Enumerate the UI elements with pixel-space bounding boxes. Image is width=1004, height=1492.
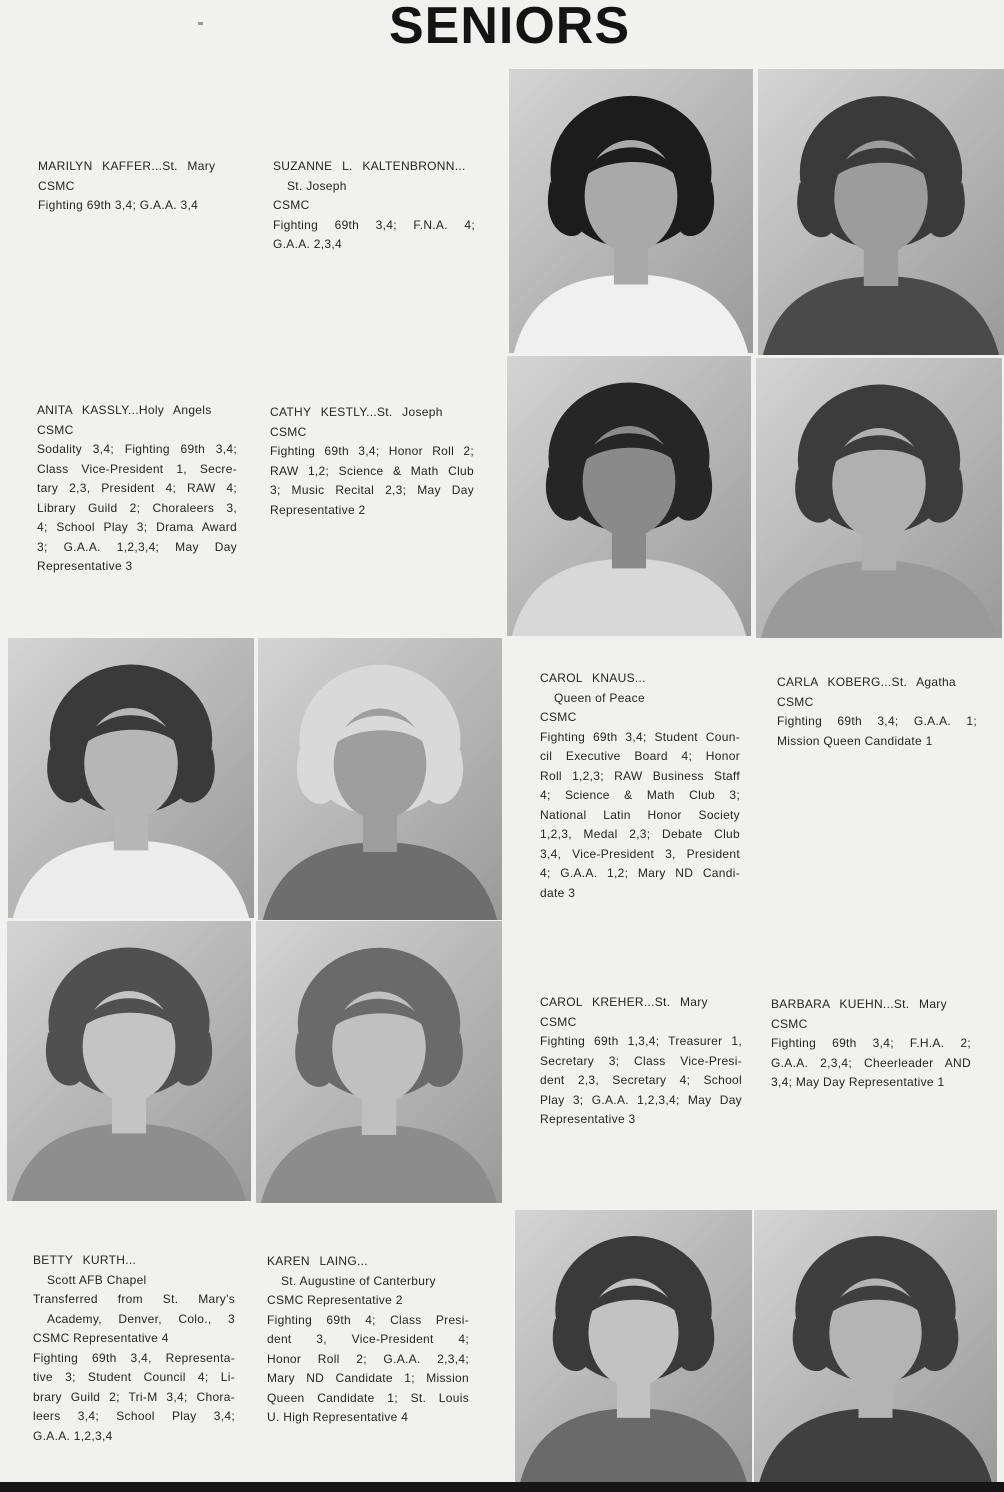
- senior-name: BARBARA KUEHN...St. Mary: [771, 997, 947, 1011]
- senior-name: SUZANNE L. KALTENBRONN...: [273, 159, 466, 173]
- senior-bio-line: date 3: [540, 885, 576, 900]
- portrait-photo-carol-knaus: [8, 638, 254, 918]
- senior-bio-line: Representative 3: [540, 1112, 636, 1126]
- senior-parish: Queen of Peace: [554, 690, 645, 705]
- senior-bio-anita-kassly: [37, 401, 237, 577]
- senior-bio-line: G.A.A. 2,3,4: [273, 237, 342, 251]
- portrait-icon: [507, 356, 751, 636]
- portrait-icon: [758, 69, 1004, 355]
- senior-bio-line: Class Vice-President 1, Secre-: [37, 461, 237, 476]
- senior-name: CAROL KREHER...St. Mary: [540, 995, 708, 1009]
- senior-bio-line: leers 3,4; School Play 3,4;: [33, 1409, 235, 1423]
- senior-bio-carol-kreher: [540, 993, 742, 1130]
- senior-bio-line: CSMC: [273, 198, 310, 212]
- senior-name: KAREN LAING...: [267, 1254, 368, 1268]
- senior-bio-line: Mary ND Candidate 1; Mission: [267, 1371, 469, 1385]
- senior-name: CATHY KESTLY...St. Joseph: [270, 405, 443, 419]
- senior-bio-line: Fighting 69th 1,3,4; Treasurer 1,: [540, 1034, 742, 1048]
- senior-bio-line: tary 2,3, President 4; RAW 4;: [37, 481, 237, 495]
- portrait-photo-betty-kurth: [515, 1210, 752, 1484]
- senior-bio-line: 3,4; May Day Representative 1: [771, 1075, 945, 1089]
- senior-bio-line: Fighting 69th 4; Class Presi-: [267, 1312, 469, 1327]
- senior-bio-line: CSMC: [540, 1014, 577, 1029]
- portrait-photo-suzanne-kaltenbronn: [758, 69, 1004, 355]
- senior-bio-line: Secretary 3; Class Vice-Presi-: [540, 1053, 742, 1068]
- senior-bio-line: Roll 1,2,3; RAW Business Staff: [540, 768, 740, 783]
- portrait-icon: [754, 1210, 997, 1484]
- senior-bio-line: 4; G.A.A. 1,2; Mary ND Candi-: [540, 866, 740, 880]
- senior-bio-line: 3,4, Vice-President 3, President: [540, 846, 740, 861]
- senior-bio-line: Mission Queen Candidate 1: [777, 733, 933, 748]
- senior-bio-line: U. High Representative 4: [267, 1410, 409, 1424]
- bottom-border: [0, 1482, 1004, 1492]
- senior-name: BETTY KURTH...: [33, 1253, 137, 1267]
- senior-bio-line: RAW 1,2; Science & Math Club: [270, 463, 474, 478]
- portrait-photo-karen-laing: [754, 1210, 997, 1484]
- portrait-icon: [8, 638, 254, 918]
- senior-bio-line: Honor Roll 2; G.A.A. 2,3,4;: [267, 1351, 469, 1366]
- senior-bio-line: CSMC: [540, 710, 577, 724]
- senior-bio-line: G.A.A. 2,3,4; Cheerleader AND: [771, 1055, 971, 1070]
- senior-bio-suzanne-kaltenbronn: [273, 157, 475, 255]
- senior-bio-line: CSMC Representative 4: [33, 1331, 169, 1345]
- senior-bio-line: 3; Music Recital 2,3; May Day: [270, 483, 474, 497]
- senior-bio-line: Fighting 69th 3,4; Student Coun-: [540, 729, 740, 744]
- portrait-icon: [7, 921, 251, 1201]
- portrait-icon: [515, 1210, 752, 1484]
- senior-bio-line: Sodality 3,4; Fighting 69th 3,4;: [37, 442, 237, 456]
- page-title: SENIORS: [388, 0, 631, 55]
- senior-bio-line: National Latin Honor Society: [540, 807, 740, 822]
- senior-bio-line: G.A.A. 1,2,3,4: [33, 1428, 113, 1443]
- senior-bio-carol-knaus: [540, 669, 740, 903]
- senior-bio-line: Representative 3: [37, 559, 133, 573]
- senior-bio-line: Academy, Denver, Colo., 3: [47, 1311, 235, 1326]
- portrait-photo-anita-kassly: [507, 356, 751, 636]
- senior-bio-marilyn-kaffer: [38, 157, 240, 216]
- senior-bio-line: Fighting 69th 3,4; F.H.A. 2;: [771, 1036, 971, 1050]
- senior-bio-line: Representative 2: [270, 502, 366, 517]
- portrait-photo-barbara-kuehn: [256, 921, 502, 1203]
- senior-bio-line: Fighting 69th 3,4; G.A.A. 3,4: [38, 198, 199, 212]
- portrait-icon: [258, 638, 502, 920]
- portrait-icon: [509, 69, 753, 353]
- portrait-icon: [256, 921, 502, 1203]
- portrait-photo-cathy-kestly: [756, 358, 1002, 638]
- senior-bio-line: brary Guild 2; Tri-M 3,4; Chora-: [33, 1389, 235, 1404]
- senior-bio-line: Fighting 69th 3,4; Honor Roll 2;: [270, 444, 474, 458]
- senior-bio-line: cil Executive Board 4; Honor: [540, 749, 740, 763]
- senior-name: CARLA KOBERG...St. Agatha: [777, 675, 956, 689]
- portrait-icon: [756, 358, 1002, 638]
- senior-bio-line: Fighting 69th 3,4, Representa-: [33, 1350, 235, 1365]
- senior-parish: St. Joseph: [287, 178, 347, 193]
- senior-name: CAROL KNAUS...: [540, 671, 646, 685]
- senior-parish: St. Augustine of Canterbury: [281, 1273, 436, 1288]
- senior-bio-line: Fighting 69th 3,4; F.N.A. 4;: [273, 217, 475, 232]
- senior-bio-line: CSMC: [771, 1016, 808, 1031]
- senior-bio-line: Fighting 69th 3,4; G.A.A. 1;: [777, 714, 977, 728]
- senior-bio-line: Transferred from St. Mary's: [33, 1292, 235, 1306]
- senior-bio-betty-kurth: [33, 1251, 235, 1446]
- senior-bio-line: dent 3, Vice-President 4;: [267, 1332, 469, 1346]
- senior-bio-line: Play 3; G.A.A. 1,2,3,4; May Day: [540, 1092, 742, 1107]
- senior-name: MARILYN KAFFER...St. Mary: [38, 159, 216, 173]
- senior-bio-line: CSMC: [38, 178, 75, 193]
- senior-bio-line: 3; G.A.A. 1,2,3,4; May Day: [37, 539, 237, 554]
- portrait-photo-carol-kreher: [7, 921, 251, 1201]
- senior-bio-line: CSMC: [37, 422, 74, 437]
- senior-bio-line: Queen Candidate 1; St. Louis: [267, 1390, 469, 1405]
- senior-bio-karen-laing: [267, 1252, 469, 1428]
- senior-bio-cathy-kestly: [270, 403, 474, 520]
- senior-bio-line: CSMC: [777, 694, 814, 709]
- senior-bio-line: tive 3; Student Council 4; Li-: [33, 1370, 235, 1384]
- senior-name: ANITA KASSLY...Holy Angels: [37, 403, 212, 417]
- senior-bio-barbara-kuehn: [771, 995, 971, 1093]
- senior-bio-line: 1,2,3, Medal 2,3; Debate Club: [540, 827, 740, 841]
- senior-bio-line: dent 2,3, Secretary 4; School: [540, 1073, 742, 1087]
- senior-bio-line: 4; School Play 3; Drama Award: [37, 520, 237, 534]
- senior-bio-line: CSMC: [270, 424, 307, 439]
- senior-bio-carla-koberg: [777, 673, 977, 751]
- portrait-photo-marilyn-kaffer: [509, 69, 753, 353]
- senior-bio-line: Library Guild 2; Choraleers 3,: [37, 500, 237, 515]
- portrait-photo-carla-koberg: [258, 638, 502, 920]
- senior-parish: Scott AFB Chapel: [47, 1272, 147, 1287]
- senior-bio-line: 4; Science & Math Club 3;: [540, 788, 740, 802]
- senior-bio-line: CSMC Representative 2: [267, 1293, 403, 1307]
